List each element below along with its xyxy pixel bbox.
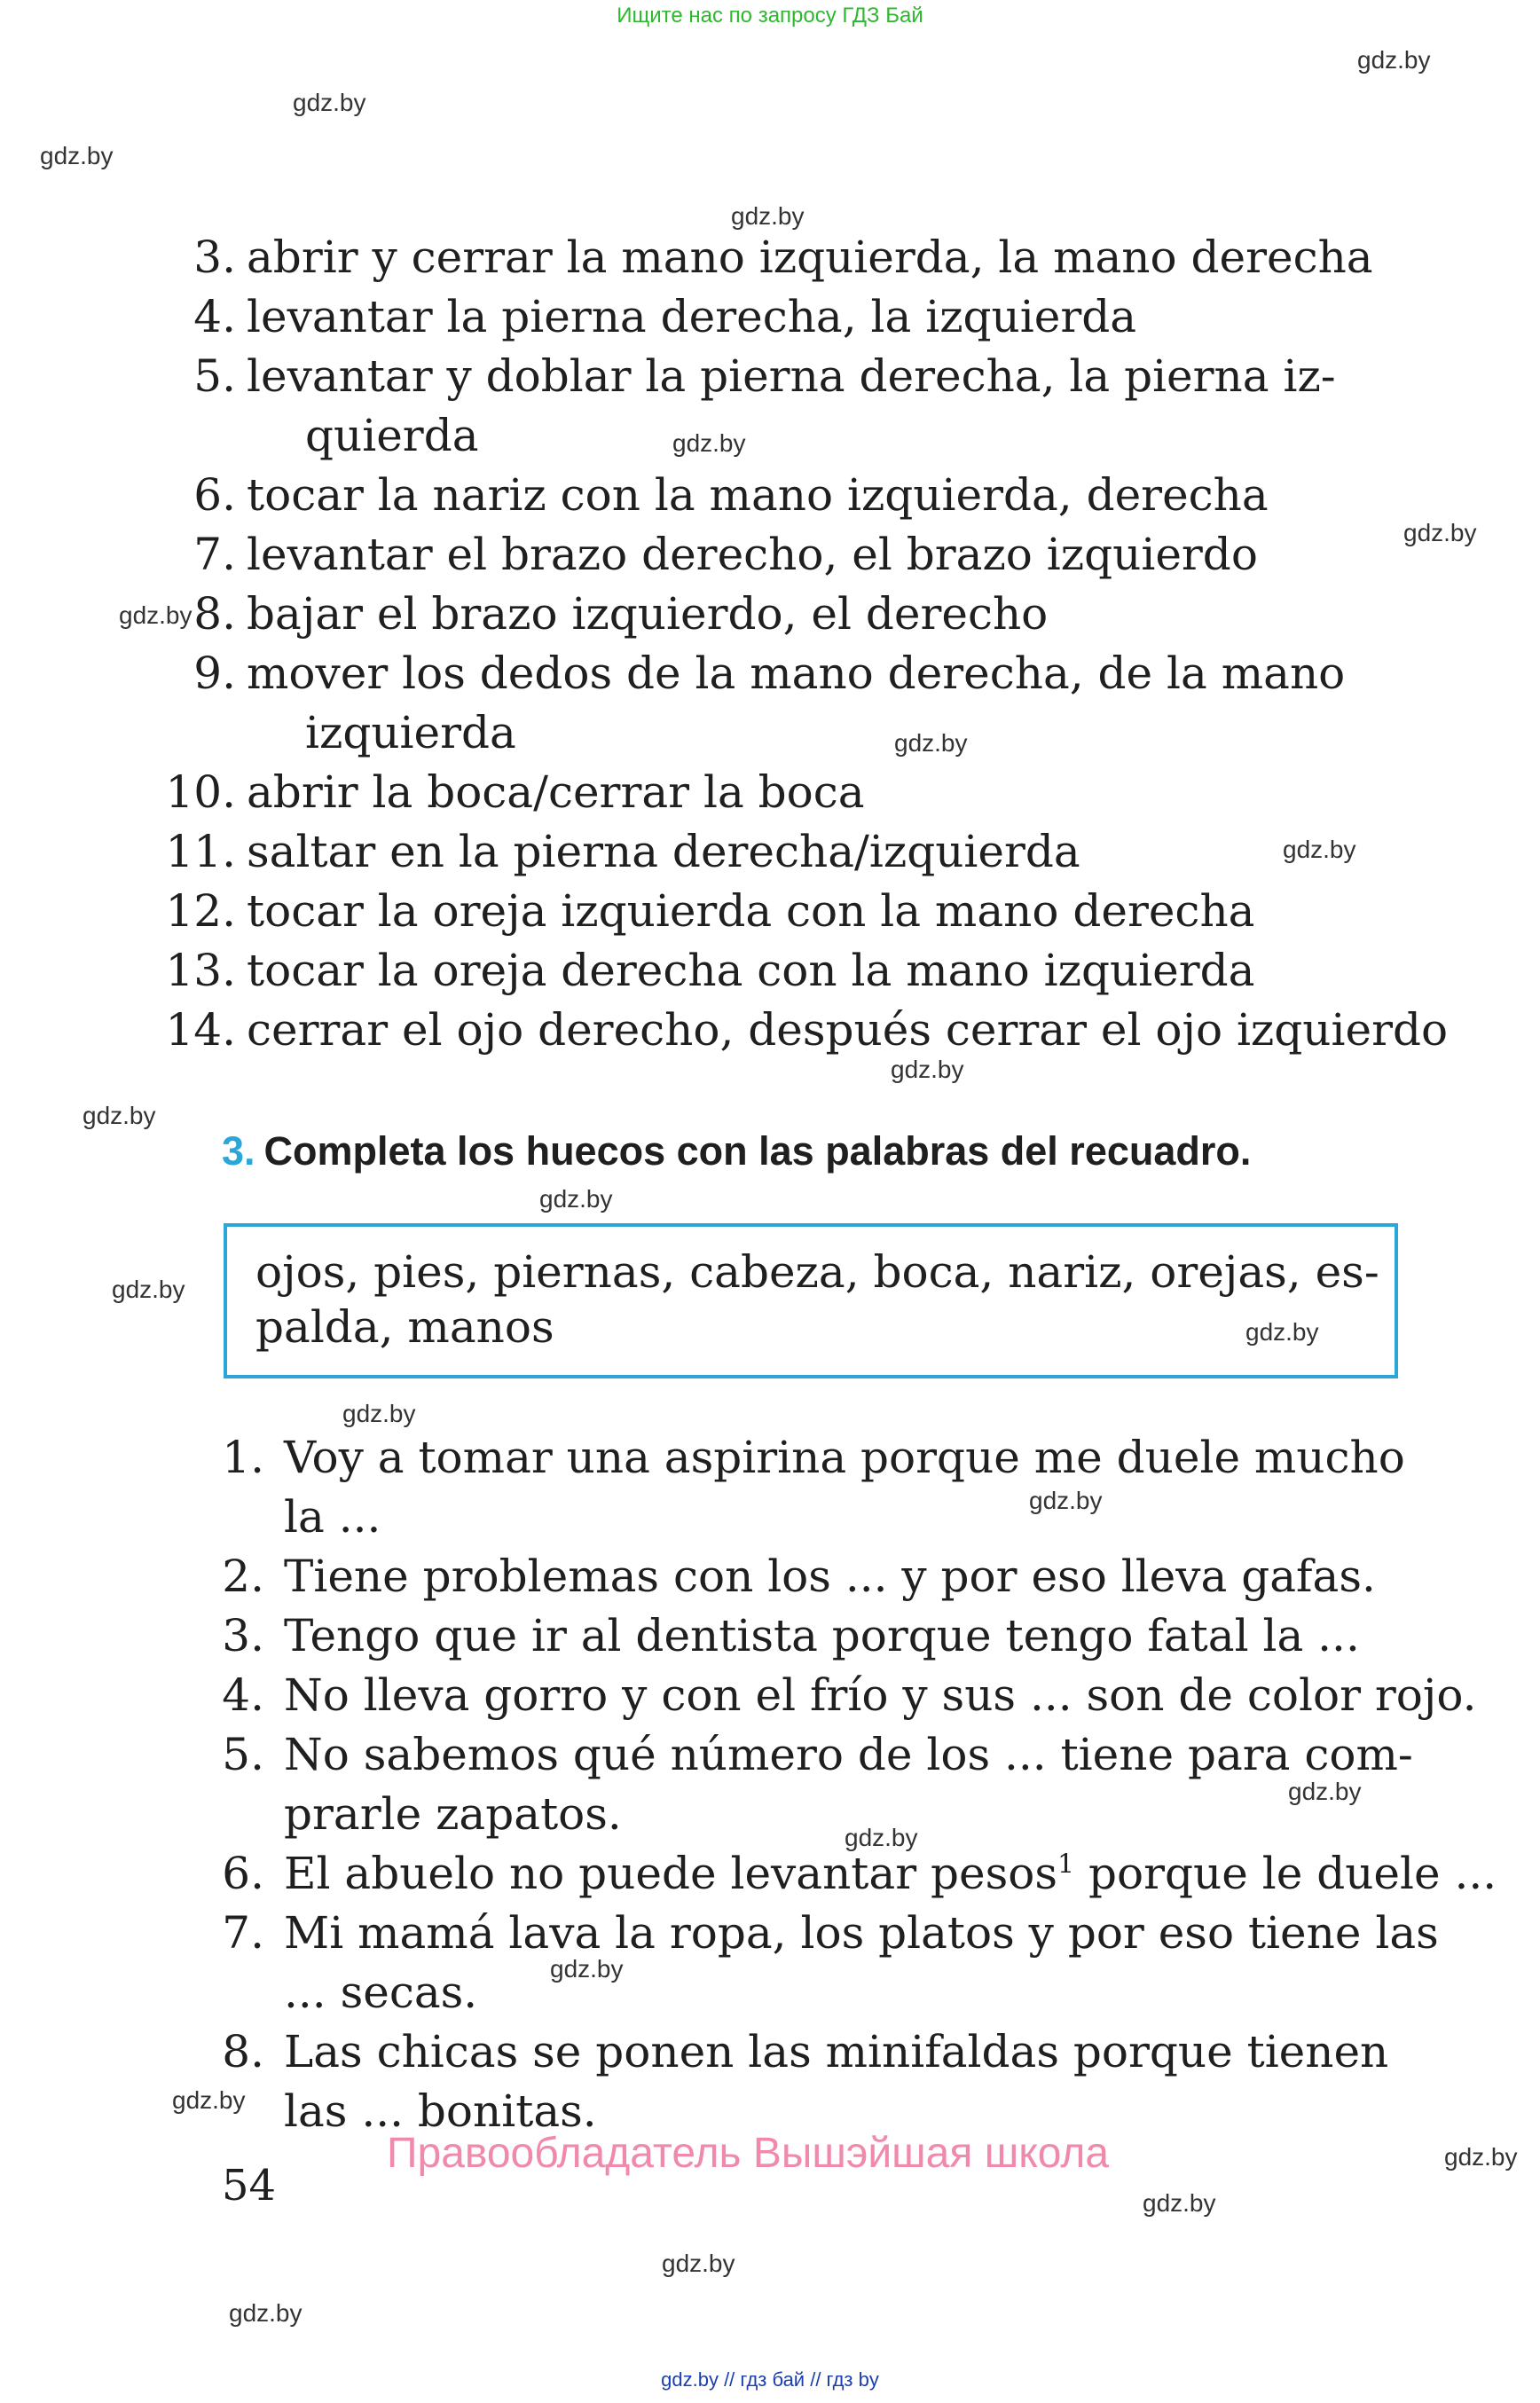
list-item <box>165 822 1080 882</box>
list-item-number: 8. <box>222 2026 264 2077</box>
list-item <box>165 644 1345 703</box>
list-item-number: 4. <box>193 291 236 342</box>
list-item <box>222 1725 1413 1785</box>
list-item-text: tocar la nariz con la mano izquierda, derecha <box>247 469 1269 521</box>
list-item <box>222 1606 1360 1666</box>
list-item-continuation: izquierda <box>305 707 516 758</box>
list-item <box>165 525 1258 585</box>
watermark: gdz.by <box>550 1955 624 1983</box>
list-item <box>165 287 1136 347</box>
watermark: gdz.by <box>1288 1778 1362 1805</box>
watermark: gdz.by <box>1357 46 1431 74</box>
footnote-marker: 1 <box>1057 1849 1075 1881</box>
watermark: gdz.by <box>1245 1318 1319 1346</box>
list-item-number: 8. <box>193 588 236 640</box>
watermark: gdz.by <box>229 2299 302 2327</box>
watermark: gdz.by <box>1029 1487 1103 1514</box>
list-item-text: tocar la oreja derecha con la mano izquierda <box>247 945 1255 996</box>
list-item <box>165 1001 1448 1060</box>
list-item <box>165 228 1373 287</box>
exercise-heading <box>222 1128 1251 1174</box>
watermark: gdz.by <box>539 1185 613 1213</box>
list-item-number: 5. <box>222 1729 264 1780</box>
list-item-text: El abuelo no puede levantar pesos <box>284 1848 1058 1899</box>
watermark: gdz.by <box>845 1824 918 1851</box>
list-item <box>165 347 1336 406</box>
list-item-text: tocar la oreja izquierda con la mano derecha <box>247 885 1255 937</box>
exercise-title-end: . <box>1239 1128 1252 1174</box>
list-item-text: levantar y doblar la pierna derecha, la pierna iz- <box>247 350 1336 402</box>
watermark: gdz.by <box>731 202 805 230</box>
exercise-title: Completa los huecos con las palabras del recuadro <box>263 1128 1240 1174</box>
list-item <box>222 1844 1497 1904</box>
list-item-text: abrir la boca/cerrar la boca <box>247 766 865 818</box>
list-item-number: 7. <box>222 1907 264 1959</box>
list-item-text: levantar el brazo derecho, el brazo izquierdo <box>247 529 1258 580</box>
watermark: gdz.by <box>112 1276 185 1303</box>
list-item-text-after: porque le duele ... <box>1074 1848 1497 1899</box>
list-item-text: mover los dedos de la mano derecha, de la mano <box>247 648 1346 699</box>
list-item-number: 11. <box>165 826 236 877</box>
list-item-number: 1. <box>222 1432 264 1483</box>
watermark: gdz.by <box>1143 2189 1216 2217</box>
list-item-text: abrir y cerrar la mano izquierda, la mano derecha <box>247 232 1373 283</box>
list-item <box>165 882 1254 941</box>
list-item <box>165 466 1269 525</box>
list-item-text: bajar el brazo izquierdo, el derecho <box>247 588 1049 640</box>
watermark: gdz.by <box>1403 519 1477 546</box>
list-item-text: Voy a tomar una aspirina porque me duele mucho <box>284 1432 1405 1483</box>
list-item-number: 12. <box>165 885 236 937</box>
list-item-text: levantar la pierna derecha, la izquierda <box>247 291 1137 342</box>
list-item-text: Tengo que ir al dentista porque tengo fatal la ... <box>284 1610 1360 1661</box>
list-item-number: 3. <box>222 1610 264 1661</box>
list-item <box>222 1666 1476 1725</box>
watermark: gdz.by <box>82 1102 156 1129</box>
list-item <box>222 2022 1388 2082</box>
list-item <box>165 763 865 822</box>
list-item-continuation: prarle zapatos. <box>284 1788 622 1840</box>
word-box-text: ojos, pies, piernas, cabeza, boca, nariz, orejas, es-palda, manos <box>255 1246 1379 1353</box>
list-item-number: 3. <box>193 232 236 283</box>
list-item-continuation: la ... <box>284 1491 381 1543</box>
watermark: gdz.by <box>40 142 114 169</box>
list-item-continuation: quierda <box>305 410 479 461</box>
copyright-notice: Правообладатель Вышэйшая школа <box>387 2130 1110 2177</box>
list-item-text: Mi mamá lava la ropa, los platos y por eso tiene las <box>284 1907 1439 1959</box>
list-item-number: 7. <box>193 529 236 580</box>
list-item-continuation: las ... bonitas. <box>284 2085 597 2137</box>
list-item <box>222 1904 1439 1963</box>
watermark: gdz.by <box>293 89 366 116</box>
list-item-text: cerrar el ojo derecho, después cerrar el ojo izquierdo <box>247 1004 1449 1056</box>
watermark: gdz.by <box>342 1400 416 1427</box>
list-item-text: saltar en la pierna derecha/izquierda <box>247 826 1080 877</box>
footer-links: gdz.by // гдз бай // гдз by <box>661 2368 879 2391</box>
watermark: gdz.by <box>1283 836 1356 863</box>
list-item-number: 10. <box>165 766 236 818</box>
list-item-text: Tiene problemas con los ... y por eso lleva gafas. <box>284 1551 1376 1602</box>
watermark: gdz.by <box>172 2086 246 2114</box>
watermark: gdz.by <box>891 1056 964 1083</box>
list-item <box>222 1428 1405 1488</box>
page-number: 54 <box>222 2161 277 2211</box>
watermark: gdz.by <box>1444 2143 1518 2171</box>
word-box <box>224 1223 1398 1378</box>
list-item-text: No sabemos qué número de los ... tiene para com- <box>284 1729 1413 1780</box>
list-item-number: 9. <box>193 648 236 699</box>
watermark: gdz.by <box>894 729 968 757</box>
list-item-number: 14. <box>165 1004 236 1056</box>
top-banner: Ищите нас по запросу ГДЗ Бай <box>617 4 923 27</box>
watermark: gdz.by <box>672 429 746 457</box>
list-item-continuation: ... secas. <box>284 1967 478 2018</box>
watermark: gdz.by <box>662 2250 735 2277</box>
list-item <box>222 1547 1376 1606</box>
list-item-number: 6. <box>193 469 236 521</box>
list-item-number: 6. <box>222 1848 264 1899</box>
list-item <box>165 585 1048 644</box>
exercise-number: 3. <box>222 1128 255 1174</box>
list-item-text: No lleva gorro y con el frío y sus ... son de color rojo. <box>284 1669 1477 1721</box>
list-item-number: 13. <box>165 945 236 996</box>
list-item-number: 2. <box>222 1551 264 1602</box>
list-item-number: 5. <box>193 350 236 402</box>
list-item-text: Las chicas se ponen las minifaldas porque tienen <box>284 2026 1389 2077</box>
list-item-number: 4. <box>222 1669 264 1721</box>
list-item <box>165 941 1254 1001</box>
watermark: gdz.by <box>119 601 192 629</box>
